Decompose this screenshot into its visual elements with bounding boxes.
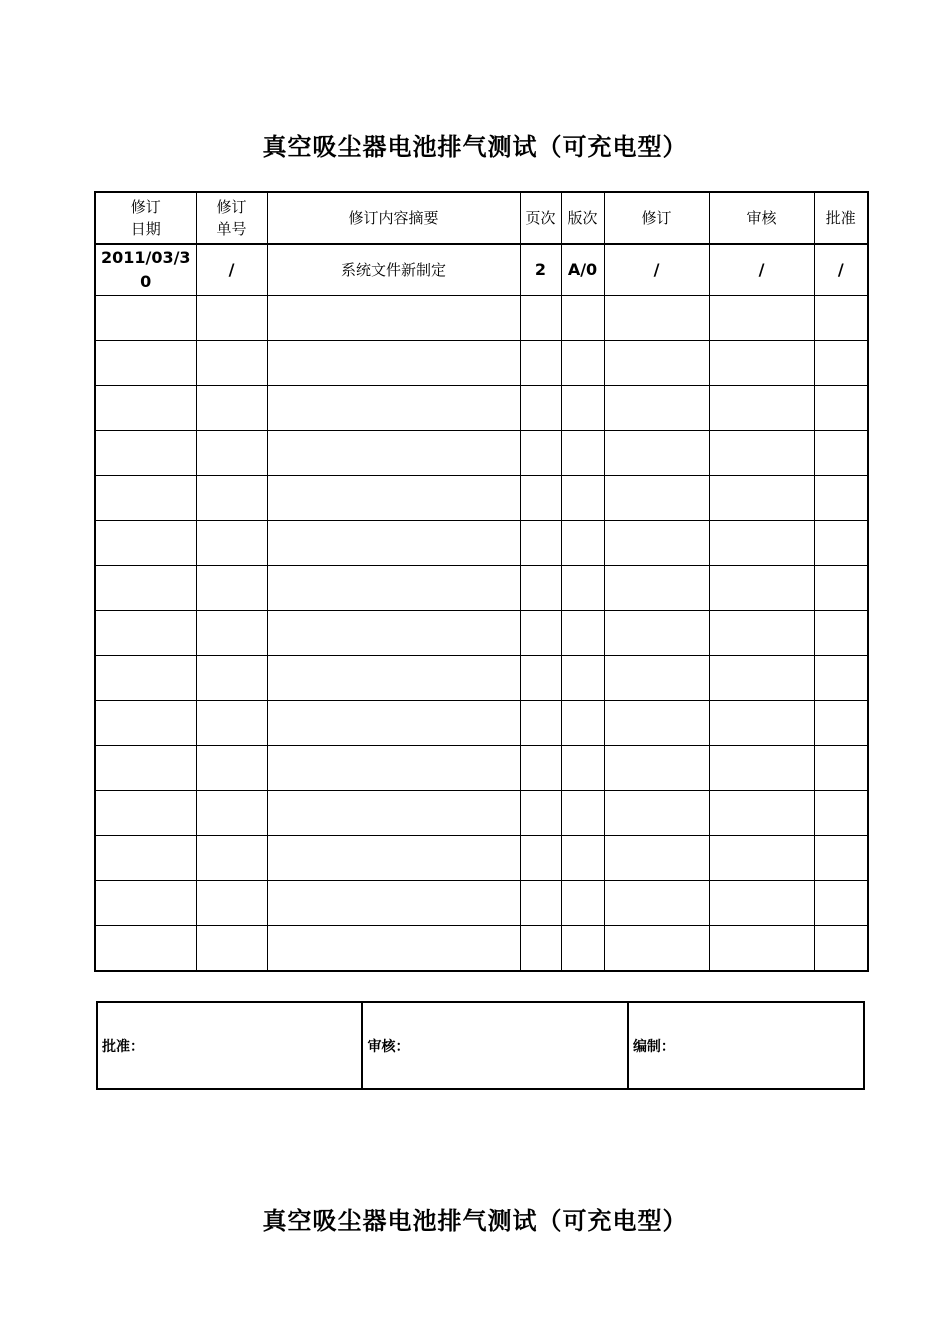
- table-row: [95, 746, 868, 791]
- table-row: [95, 521, 868, 566]
- empty-cell: [95, 746, 196, 791]
- empty-cell: [196, 881, 267, 926]
- empty-cell: [709, 566, 814, 611]
- empty-cell: [196, 296, 267, 341]
- empty-cell: [561, 296, 604, 341]
- empty-cell: [95, 926, 196, 972]
- empty-cell: [814, 476, 868, 521]
- empty-cell: [709, 386, 814, 431]
- empty-cell: [95, 341, 196, 386]
- table-row: [95, 881, 868, 926]
- header-revise: 修订: [604, 192, 709, 244]
- empty-cell: [267, 521, 520, 566]
- empty-cell: [196, 476, 267, 521]
- table-header-row: [95, 192, 868, 244]
- empty-cell: [709, 746, 814, 791]
- empty-cell: [561, 611, 604, 656]
- empty-cell: [520, 566, 561, 611]
- empty-cell: [709, 431, 814, 476]
- empty-cell: [561, 431, 604, 476]
- empty-cell: [520, 836, 561, 881]
- empty-cell: [267, 746, 520, 791]
- header-content-summary: 修订内容摘要: [267, 192, 520, 244]
- empty-cell: [814, 296, 868, 341]
- cell-revision-date: 2011/03/3 0: [95, 244, 196, 296]
- empty-cell: [520, 701, 561, 746]
- empty-cell: [604, 926, 709, 972]
- empty-cell: [604, 341, 709, 386]
- empty-cell: [814, 701, 868, 746]
- table-row: [95, 341, 868, 386]
- empty-cell: [267, 566, 520, 611]
- empty-cell: [196, 701, 267, 746]
- empty-cell: [196, 566, 267, 611]
- empty-cell: [814, 566, 868, 611]
- header-approve: 批准: [814, 192, 868, 244]
- empty-cell: [267, 926, 520, 972]
- empty-cell: [814, 926, 868, 972]
- empty-cell: [95, 431, 196, 476]
- empty-cell: [196, 926, 267, 972]
- empty-cell: [267, 881, 520, 926]
- empty-cell: [604, 746, 709, 791]
- cell-content-summary: 系统文件新制定: [267, 244, 520, 296]
- empty-cell: [561, 701, 604, 746]
- table-row: [95, 791, 868, 836]
- empty-cell: [604, 836, 709, 881]
- revision-table: [94, 191, 869, 972]
- review-signature-field: 审核：: [362, 1002, 627, 1089]
- empty-cell: [561, 476, 604, 521]
- empty-cell: [709, 926, 814, 972]
- table-row: [95, 431, 868, 476]
- empty-cell: [814, 431, 868, 476]
- empty-cell: [814, 881, 868, 926]
- empty-cell: [604, 881, 709, 926]
- empty-cell: [814, 611, 868, 656]
- table-row: [95, 296, 868, 341]
- empty-cell: [814, 836, 868, 881]
- table-row: [95, 836, 868, 881]
- empty-cell: [561, 746, 604, 791]
- empty-cell: [267, 791, 520, 836]
- table-row: [95, 656, 868, 701]
- empty-cell: [95, 791, 196, 836]
- empty-cell: [95, 386, 196, 431]
- empty-cell: [709, 611, 814, 656]
- empty-cell: [520, 611, 561, 656]
- empty-cell: [814, 791, 868, 836]
- empty-cell: [709, 881, 814, 926]
- table-row: [95, 476, 868, 521]
- empty-cell: [520, 746, 561, 791]
- empty-cell: [814, 656, 868, 701]
- empty-cell: [267, 386, 520, 431]
- empty-cell: [520, 521, 561, 566]
- empty-cell: [814, 521, 868, 566]
- empty-cell: [520, 656, 561, 701]
- signature-table: [96, 1001, 865, 1090]
- empty-cell: [196, 521, 267, 566]
- empty-cell: [520, 386, 561, 431]
- document-title-next-page: 真空吸尘器电池排气测试（可充电型）: [262, 1206, 688, 1235]
- empty-cell: [95, 881, 196, 926]
- empty-cell: [604, 431, 709, 476]
- empty-cell: [267, 296, 520, 341]
- empty-cell: [561, 926, 604, 972]
- header-revision-order: 修订 单号: [196, 192, 267, 244]
- empty-cell: [196, 386, 267, 431]
- empty-cell: [520, 341, 561, 386]
- empty-cell: [814, 746, 868, 791]
- table-row: [95, 244, 868, 296]
- empty-cell: [95, 296, 196, 341]
- empty-cell: [604, 791, 709, 836]
- empty-cell: [604, 611, 709, 656]
- empty-cell: [604, 701, 709, 746]
- prepare-signature-field: 编制：: [628, 1002, 864, 1089]
- empty-cell: [267, 341, 520, 386]
- empty-cell: [561, 566, 604, 611]
- table-row: [95, 611, 868, 656]
- cell-revision-order: /: [196, 244, 267, 296]
- empty-cell: [196, 341, 267, 386]
- empty-cell: [604, 566, 709, 611]
- empty-cell: [561, 341, 604, 386]
- empty-cell: [709, 521, 814, 566]
- empty-cell: [520, 791, 561, 836]
- empty-cell: [709, 341, 814, 386]
- signature-row: [97, 1002, 864, 1089]
- table-row: [95, 701, 868, 746]
- empty-cell: [196, 836, 267, 881]
- empty-cell: [604, 296, 709, 341]
- table-row: [95, 566, 868, 611]
- empty-cell: [709, 836, 814, 881]
- empty-cell: [561, 521, 604, 566]
- empty-cell: [95, 701, 196, 746]
- empty-cell: [267, 611, 520, 656]
- empty-cell: [561, 836, 604, 881]
- empty-cell: [95, 476, 196, 521]
- empty-cell: [267, 701, 520, 746]
- empty-cell: [709, 476, 814, 521]
- empty-cell: [196, 611, 267, 656]
- table-row: [95, 386, 868, 431]
- empty-cell: [267, 431, 520, 476]
- empty-cell: [95, 566, 196, 611]
- cell-approve: /: [814, 244, 868, 296]
- empty-cell: [561, 656, 604, 701]
- empty-cell: [95, 611, 196, 656]
- empty-cell: [95, 656, 196, 701]
- header-page: 页次: [520, 192, 561, 244]
- empty-cell: [520, 476, 561, 521]
- empty-cell: [196, 431, 267, 476]
- empty-cell: [561, 791, 604, 836]
- empty-cell: [267, 836, 520, 881]
- empty-cell: [196, 791, 267, 836]
- empty-cell: [604, 476, 709, 521]
- approve-signature-field: 批准：: [97, 1002, 362, 1089]
- empty-cell: [520, 881, 561, 926]
- cell-page: 2: [520, 244, 561, 296]
- empty-cell: [709, 701, 814, 746]
- empty-cell: [561, 386, 604, 431]
- empty-cell: [520, 296, 561, 341]
- empty-cell: [267, 476, 520, 521]
- empty-cell: [95, 521, 196, 566]
- cell-version: A/0: [561, 244, 604, 296]
- empty-cell: [604, 656, 709, 701]
- header-version: 版次: [561, 192, 604, 244]
- empty-cell: [196, 746, 267, 791]
- empty-cell: [709, 791, 814, 836]
- table-row: [95, 926, 868, 972]
- empty-cell: [561, 881, 604, 926]
- empty-cell: [196, 656, 267, 701]
- empty-cell: [267, 656, 520, 701]
- cell-review: /: [709, 244, 814, 296]
- document-title: 真空吸尘器电池排气测试（可充电型）: [262, 132, 688, 161]
- header-review: 审核: [709, 192, 814, 244]
- empty-cell: [709, 296, 814, 341]
- empty-cell: [520, 926, 561, 972]
- empty-cell: [520, 431, 561, 476]
- header-revision-date: 修订 日期: [95, 192, 196, 244]
- empty-cell: [95, 836, 196, 881]
- empty-cell: [814, 386, 868, 431]
- empty-cell: [709, 656, 814, 701]
- empty-cell: [604, 521, 709, 566]
- empty-cell: [604, 386, 709, 431]
- cell-revise: /: [604, 244, 709, 296]
- empty-cell: [814, 341, 868, 386]
